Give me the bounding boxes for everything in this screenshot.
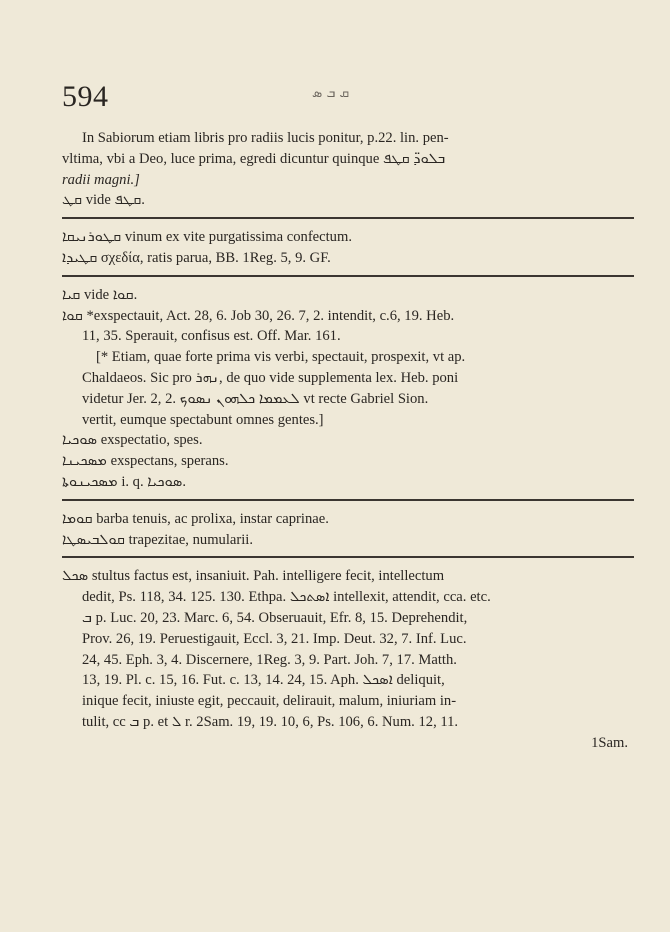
text-line: In Sabiorum etiam libris pro radiis lucis ponitur, p.22. lin. pen- [82,130,449,146]
page-header [62,80,622,114]
text-line: ܩܘܡܐ barba tenuis, ac prolixa, instar caprinae. [62,510,329,527]
text-line: 24, 45. Eph. 3, 4. Discernere, 1Reg. 3, 9. Part. Joh. 7, 17. Matth. [82,651,457,668]
catchword: 1Sam. [591,734,628,751]
text-line: ܣܟܠ stultus factus est, insaniuit. Pah. intelligere fecit, intellectum [62,568,445,585]
text-line: ܩܘܠܒܝܣܛܐ trapezitae, numularii. [62,531,253,548]
entry-section-2 [62,227,634,269]
text-line: ܩܝܐ vide ܩܘܐ. [62,286,138,303]
text-line: ܡܣܟܝܢܘܬܐ i. q. ܣܘܟܝܐ. [62,473,187,490]
text-line: ܩܘܐ *exspectauit, Act. 28, 6. Job 30, 26. 7, 2. intendit, c.6, 19. Heb. [62,307,455,324]
text-line: vltima, vbi a Deo, luce prima, egredi dicuntur quinque ܒܠܘܕ̈ ܩܛܦ [62,150,446,167]
text-line: ܣܘܟܝܐ exspectatio, spes. [62,432,203,449]
text-line: vertit, eumque spectabunt omnes gentes.] [82,411,324,428]
entry-section-5 [62,566,634,753]
text-line: tulit, cc ܒ p. et ܠ r. 2Sam. 19, 19. 10, 6, Ps. 106, 6. Num. 12, 11. [82,713,459,730]
section-rule [62,499,634,501]
text-line: ܒ p. Luc. 20, 23. Marc. 6, 54. Obseruauit, Efr. 8, 15. Deprehendit, [82,609,468,626]
text-line: videtur Jer. 2, 2. ܠܥܡܡܐ ܟܠܗܘܢ ܢܣܘܟ vt recte Gabriel Sion. [82,390,429,407]
running-head: ܩ ܒ ܣ [312,86,350,101]
text-line: Prov. 26, 19. Peruestigauit, Eccl. 3, 21. Imp. Deut. 32, 7. Inf. Luc. [82,630,467,647]
section-rule [62,556,634,558]
text-line: radii magni.] [62,171,140,188]
page-number: 594 [62,80,109,113]
text-line: ܩܛܘܪܢܝܩܐ vinum ex vite purgatissima confectum. [62,229,352,246]
entry-section-4 [62,509,634,551]
page-body [62,128,634,754]
section-rule [62,217,634,219]
entry-section-3 [62,285,634,493]
text-line: 13, 19. Pl. c. 15, 16. Fut. c. 13, 14. 24, 15. Aph. ܐܣܟܠ deliquit, [82,672,445,689]
section-rule [62,275,634,277]
text-line: dedit, Ps. 118, 34. 125. 130. Ethpa. ܐܣܬܟܠ intellexit, attendit, cca. etc. [82,589,491,606]
text-line: 11, 35. Sperauit, confisus est. Off. Mar. 161. [82,328,341,345]
entry-section-1 [62,128,634,211]
text-line: ܩܛ vide ܩܛܦ. [62,192,145,209]
text-line: [* Etiam, quae forte prima vis verbi, spectauit, prospexit, vt ap. [96,349,466,366]
text-line: Chaldaeos. Sic pro ܢܗܪ, de quo vide supplementa lex. Heb. poni [82,369,459,386]
text-line: inique fecit, iniuste egit, peccauit, delirauit, malum, iniuriam in- [82,693,457,710]
text-line: ܩܛܝܕܐ σχεδία, ratis parua, BB. 1Reg. 5, 9. GF. [62,249,331,266]
text-line: ܡܣܟܝܢܐ exspectans, sperans. [62,453,229,470]
